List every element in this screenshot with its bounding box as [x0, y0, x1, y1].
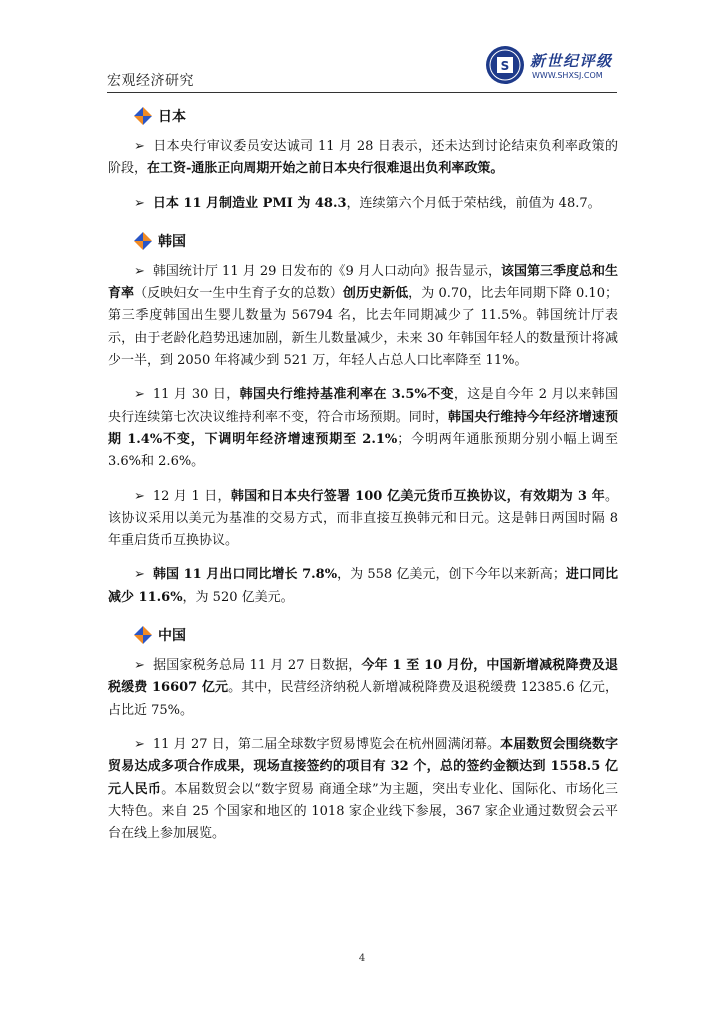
document-body [108, 98, 618, 857]
section-title: 中国 [158, 628, 186, 645]
bullet-paragraph [108, 136, 618, 181]
bullet-paragraph [108, 564, 618, 609]
svg-text:S: S [500, 59, 510, 73]
section-heading [108, 102, 618, 130]
text-run: 。本届数贸会以“数字贸易 商通全球”为主题，突出专业化、国际化、市场化三大特色。来自 25 个国家和地区的 1018 家企业线下参展，367 家企业通过数贸会云平台在线上参加展览。 [108, 781, 618, 842]
bullet-arrow-icon: ➢ [134, 567, 145, 583]
bold-text: 韩国和日本央行签署 100 亿美元货币互换协议，有效期为 3 年 [230, 488, 605, 504]
text-run: 11 月 30 日， [152, 387, 240, 403]
section-marker-icon [132, 105, 154, 127]
section-title: 韩国 [158, 233, 186, 250]
text-run: （反映妇女一生中生育子女的总数） [134, 286, 343, 302]
text-run: ，为 520 亿美元。 [182, 589, 294, 605]
logo [484, 44, 624, 88]
bold-text: 日本 11 月制造业 PMI 为 48.3 [152, 195, 347, 211]
section-marker-icon [132, 624, 154, 646]
bullet-paragraph [108, 261, 618, 372]
bold-text: 创历史新低 [342, 286, 409, 302]
bullet-paragraph [108, 193, 618, 215]
section-marker-icon [132, 230, 154, 252]
bold-text: 韩国 11 月出口同比增长 7.8% [152, 567, 338, 583]
text-run: 11 月 27 日，第二届全球数字贸易博览会在杭州圆满闭幕。 [152, 736, 501, 752]
text-run: 。该协议采用以美元为基准的交易方式，而非直接互换韩元和日元。这是韩日两国时隔 8 年重启货币互换协议。 [108, 488, 618, 549]
bold-text: 进口同比减少 11.6% [108, 567, 619, 605]
bold-text: 本届数贸会围绕数字贸易达成多项合作成果，现场直接签约的项目有 32 个，总的签约金额达到 1558.5 亿元人民币 [108, 736, 618, 797]
text-run: ，为 0.70，比去年同期下降 0.10；第三季度韩国出生婴儿数量为 56794 名，比去年同期减少了 11.5%。韩国统计厅表示，由于老龄化趋势迅速加剧，新生儿数量减少，未来 30 年韩国年轻人的数量预计将减少一半，到 2050 年将减少到 521 万，年轻人占总人口比率降至 11%。 [108, 286, 618, 369]
header-divider [107, 92, 617, 93]
logo-icon [484, 44, 526, 86]
bullet-arrow-icon: ➢ [134, 658, 145, 674]
bullet-arrow-icon: ➢ [134, 488, 145, 504]
text-run: 日本央行审议委员安达诚司 11 月 28 日表示，还未达到讨论结束负利率政策的阶段， [108, 139, 618, 177]
page-number: 4 [358, 953, 366, 964]
section-heading [108, 227, 618, 255]
text-run: ，连续第六个月低于荣枯线，前值为 48.7。 [346, 195, 601, 211]
text-run: ，为 558 亿美元，创下今年以来新高； [337, 567, 566, 583]
logo-name: 新世纪评级 [530, 52, 613, 70]
bullet-paragraph [108, 655, 618, 722]
section-title: 日本 [158, 109, 186, 125]
text-run: ；今明两年通胀预期分别小幅上调至 3.6%和 2.6%。 [108, 431, 618, 470]
bullet-paragraph [108, 486, 618, 553]
bullet-arrow-icon: ➢ [134, 139, 145, 154]
bold-text: 在工资-通胀正向周期开始之前日本央行很难退出负利率政策。 [147, 161, 504, 177]
bold-text: 该国第三季度总和生育率 [108, 263, 618, 302]
logo-url: WWW.SHXSJ.COM [532, 71, 603, 80]
bullet-arrow-icon: ➢ [134, 736, 145, 752]
bold-text: 韩国央行维持基准利率在 3.5%不变 [239, 387, 454, 403]
bold-text: 韩国央行维持今年经济增速预期 1.4%不变，下调明年经济增速预期至 2.1% [108, 409, 618, 447]
bold-text: 今年 1 至 10 月份，中国新增减税降费及退税缓费 16607 亿元 [108, 658, 618, 696]
text-run: 。其中，民营经济纳税人新增减税降费及退税缓费 12385.6 亿元，占比近 75%。 [108, 680, 618, 718]
bullet-arrow-icon: ➢ [134, 195, 145, 211]
text-run: 据国家税务总局 11 月 27 日数据， [152, 658, 362, 674]
section-heading [108, 621, 618, 649]
bullet-paragraph [108, 734, 618, 845]
text-run: ，这是自今年 2 月以来韩国央行连续第七次决议维持利率不变，符合市场预期。同时， [108, 387, 618, 425]
text-run: 韩国统计厅 11 月 29 日发布的《9 月人口动向》报告显示， [152, 263, 501, 279]
bullet-arrow-icon: ➢ [134, 263, 145, 279]
text-run: 12 月 1 日， [152, 488, 231, 504]
bullet-paragraph [108, 384, 618, 473]
bullet-arrow-icon: ➢ [134, 387, 145, 403]
header-title: 宏观经济研究 [107, 73, 194, 89]
